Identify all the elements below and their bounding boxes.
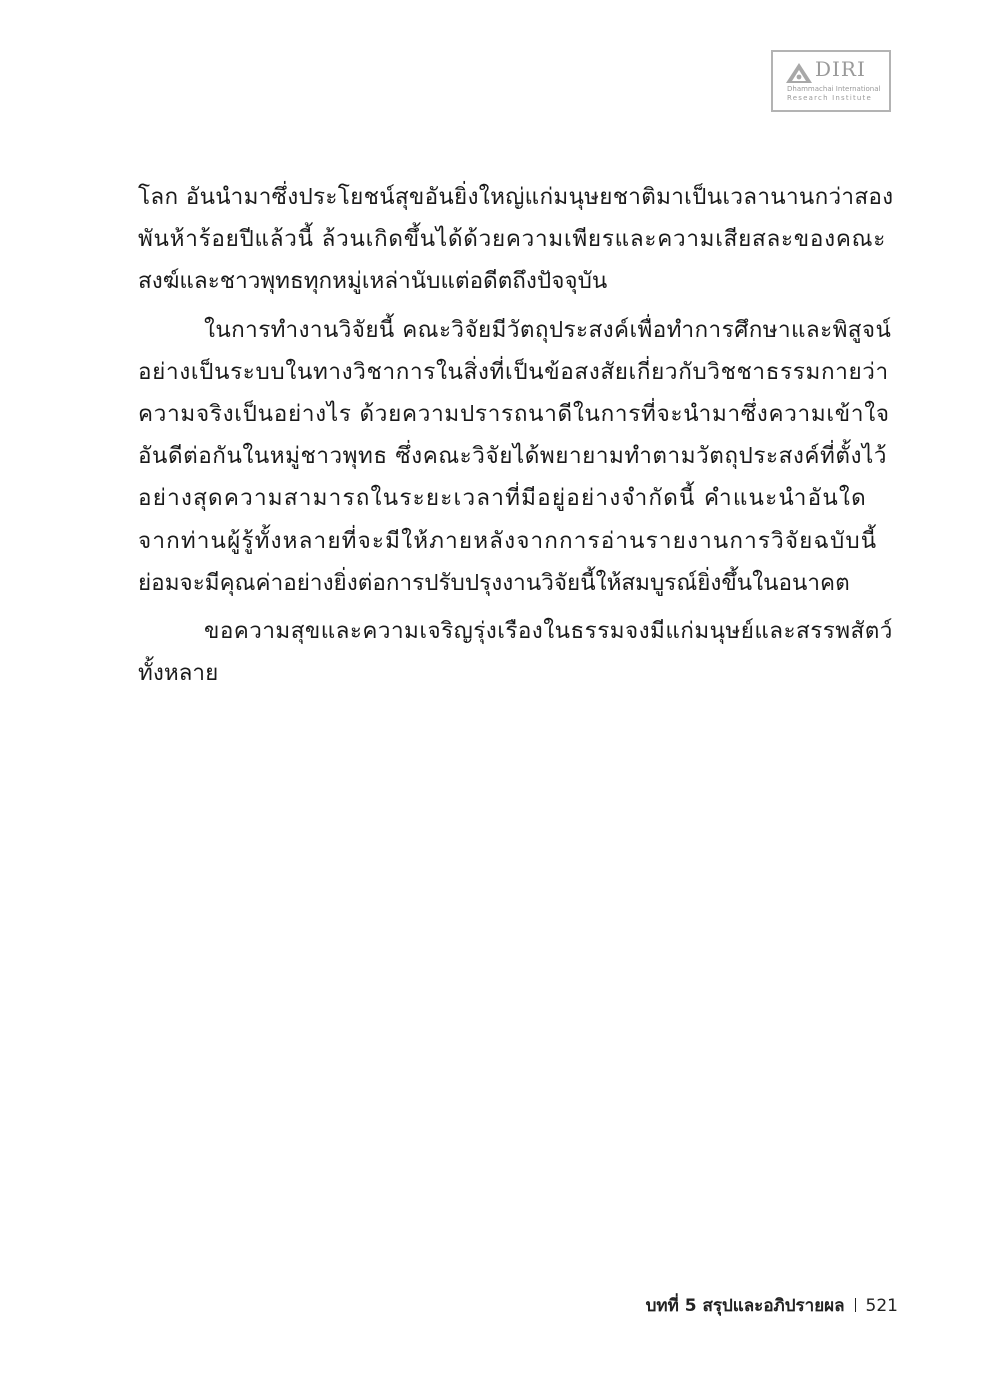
- triangle-logo-icon: [785, 62, 813, 84]
- text-line: ความจริงเป็นอย่างไร ด้วยความปรารถนาดีในการที่จะนำมาซึ่งความเข้าใจ: [138, 401, 890, 428]
- text-line: โลก อันนำมาซึ่งประโยชน์สุขอันยิ่งใหญ่แก่มนุษยชาติมาเป็นเวลานานกว่าสอง: [138, 184, 894, 210]
- text-line: อย่างเป็นระบบในทางวิชาการในสิ่งที่เป็นข้อสงสัยเกี่ยวกับวิชชาธรรมกายว่า: [138, 358, 889, 385]
- logo-name: DIRI: [815, 57, 866, 81]
- text-line: อย่างสุดความสามารถในระยะเวลาที่มีอยู่อย่างจำกัดนี้ คำแนะนำอันใด: [138, 485, 867, 512]
- text-line: ขอความสุขและความเจริญรุ่งเรืองในธรรมจงมีแก่มนุษย์และสรรพสัตว์: [204, 618, 893, 645]
- body-text: [138, 176, 898, 694]
- page-number: 521: [865, 1296, 898, 1316]
- paragraph-2: [138, 309, 898, 604]
- text-line: ทั้งหลาย: [138, 660, 219, 687]
- text-line: พันห้าร้อยปีแล้วนี้ ล้วนเกิดขึ้นได้ด้วยความเพียรและความเสียสละของคณะ: [138, 226, 887, 253]
- text-line: จากท่านผู้รู้ทั้งหลายที่จะมีให้ภายหลังจากการอ่านรายงานการวิจัยฉบับนี้: [138, 527, 878, 554]
- text-line: อันดีต่อกันในหมู่ชาวพุทธ ซึ่งคณะวิจัยได้พยายามทำตามวัตถุประสงค์ที่ตั้งไว้: [138, 443, 888, 470]
- text-line: ในการทำงานวิจัยนี้ คณะวิจัยมีวัตถุประสงค์เพื่อทำการศึกษาและพิสูจน์: [204, 316, 892, 343]
- footer-separator: [855, 1298, 856, 1312]
- logo-subtitle-line1: Dhammachai International: [787, 85, 881, 93]
- paragraph-1: [138, 176, 898, 303]
- page-footer: [646, 1292, 898, 1319]
- chapter-title: บทที่ 5 สรุปและอภิปรายผล: [645, 1296, 845, 1316]
- diri-logo: [771, 50, 891, 112]
- text-line: ย่อมจะมีคุณค่าอย่างยิ่งต่อการปรับปรุงงานวิจัยนี้ให้สมบูรณ์ยิ่งขึ้นในอนาคต: [138, 569, 850, 596]
- text-line: สงฆ์และชาวพุทธทุกหมู่เหล่านับแต่อดีตถึงปัจจุบัน: [138, 268, 608, 295]
- logo-subtitle-line2: Research Institute: [787, 94, 873, 102]
- paragraph-3: [138, 610, 898, 694]
